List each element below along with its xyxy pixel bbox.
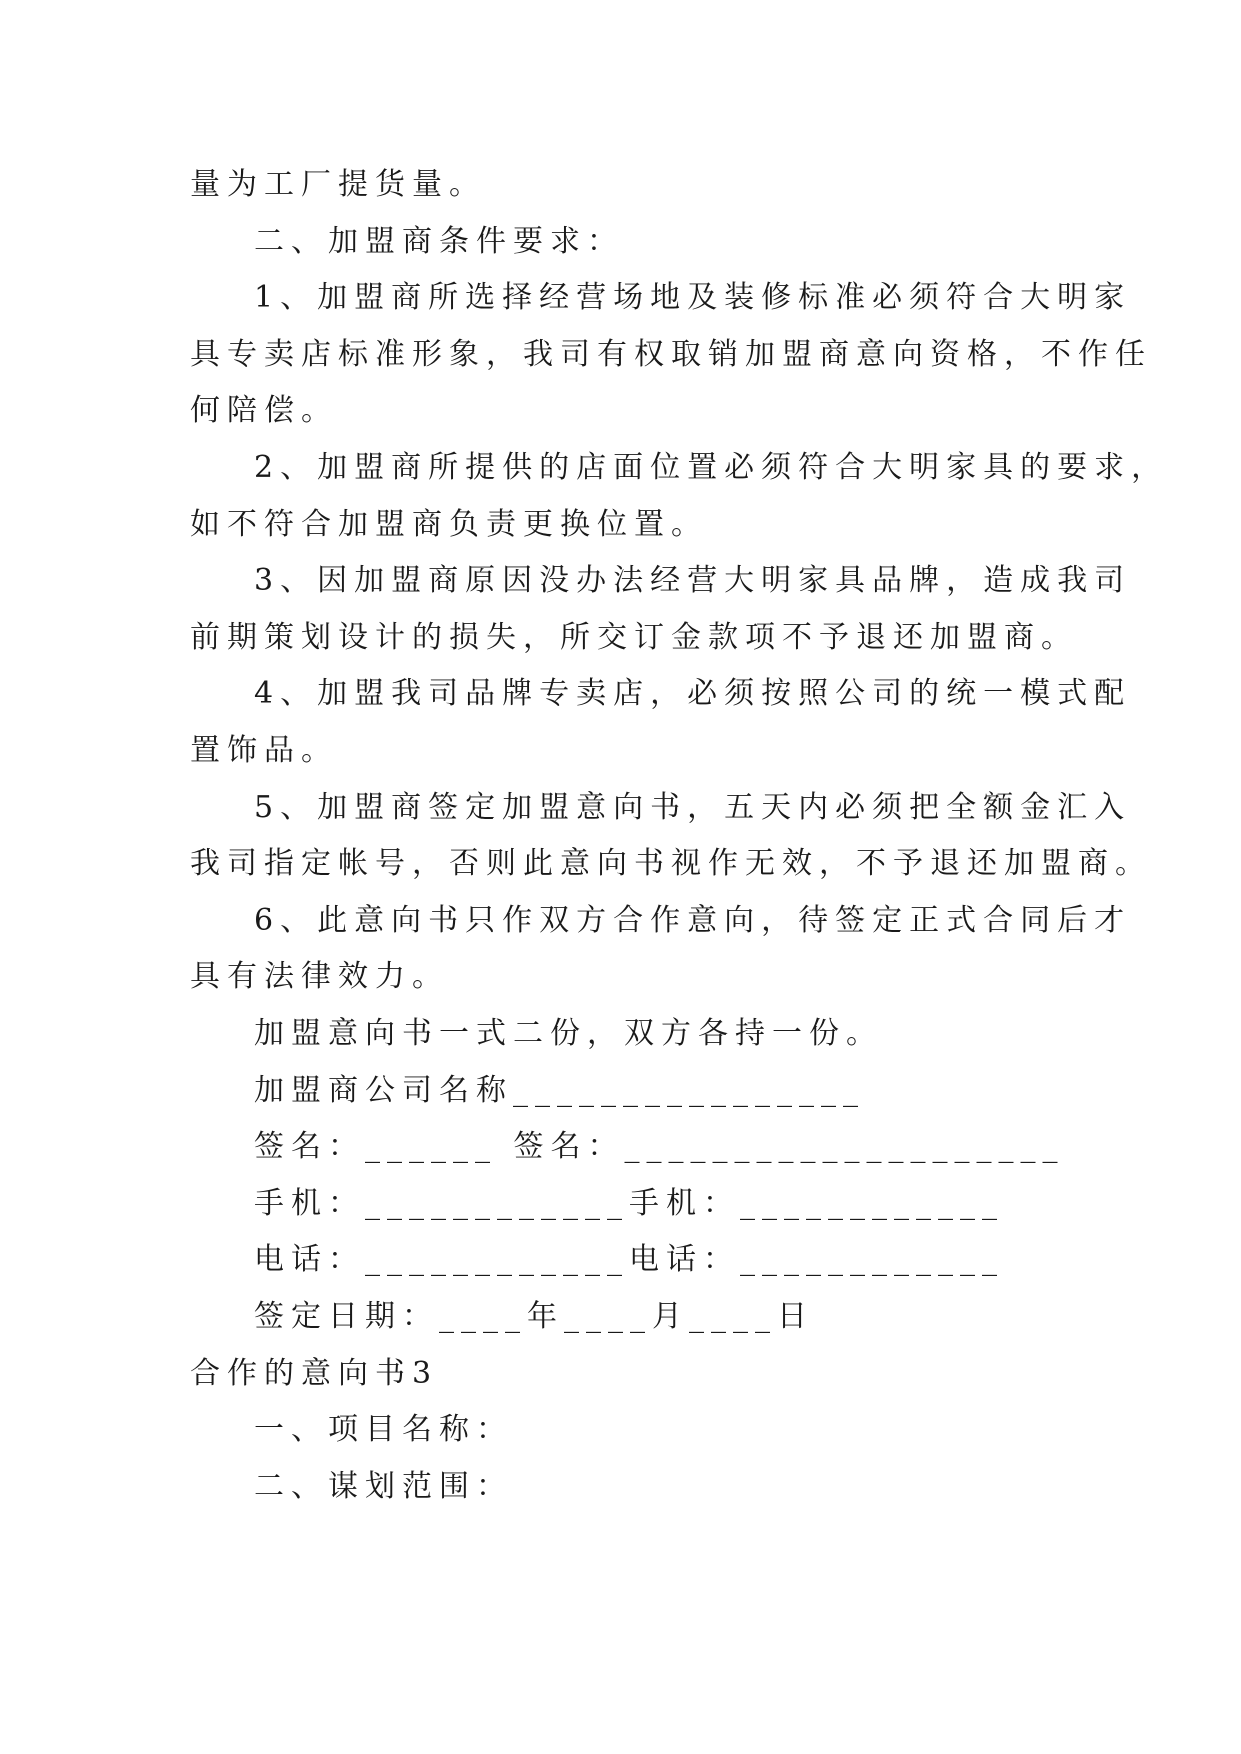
text-line: 如不符合加盟商负责更换位置。 (190, 507, 708, 542)
section-heading: 一、项目名称： (254, 1412, 513, 1447)
section-heading: 二、谋划范围： (254, 1469, 513, 1504)
text-line: 6、此意向书只作双方合作意向，待签定正式合同后才 (254, 903, 1132, 938)
signature-field: 电话：____________电话：____________ (254, 1242, 1004, 1277)
signature-field: 签名：______ 签名：____________________ (254, 1129, 1065, 1164)
text-line: 前期策划设计的损失，所交订金款项不予退还加盟商。 (190, 620, 1078, 655)
text-line: 2、加盟商所提供的店面位置必须符合大明家具的要求， (254, 450, 1169, 485)
text-line: 置饰品。 (190, 733, 338, 768)
text-line: 加盟意向书一式二份，双方各持一份。 (254, 1016, 883, 1051)
text-line: 3、因加盟商原因没办法经营大明家具品牌，造成我司 (254, 563, 1132, 598)
text-line: 1、加盟商所选择经营场地及装修标准必须符合大明家 (254, 280, 1132, 315)
text-line: 我司指定帐号，否则此意向书视作无效，不予退还加盟商。 (190, 846, 1152, 881)
text-line: 具专卖店标准形象，我司有权取销加盟商意向资格，不作任 (190, 337, 1152, 372)
text-line: 4、加盟我司品牌专卖店，必须按照公司的统一模式配 (254, 676, 1132, 711)
signature-field: 签定日期：____年____月____日 (254, 1299, 814, 1334)
signature-field: 手机：____________手机：____________ (254, 1186, 1004, 1221)
document-title: 合作的意向书3 (190, 1356, 439, 1391)
section-heading: 二、加盟商条件要求： (254, 224, 624, 259)
text-line: 何陪偿。 (190, 393, 338, 428)
text-line: 5、加盟商签定加盟意向书，五天内必须把全额金汇入 (254, 790, 1132, 825)
signature-field: 加盟商公司名称________________ (254, 1073, 865, 1108)
text-line: 具有法律效力。 (190, 959, 449, 994)
text-line: 量为工厂提货量。 (190, 167, 486, 202)
